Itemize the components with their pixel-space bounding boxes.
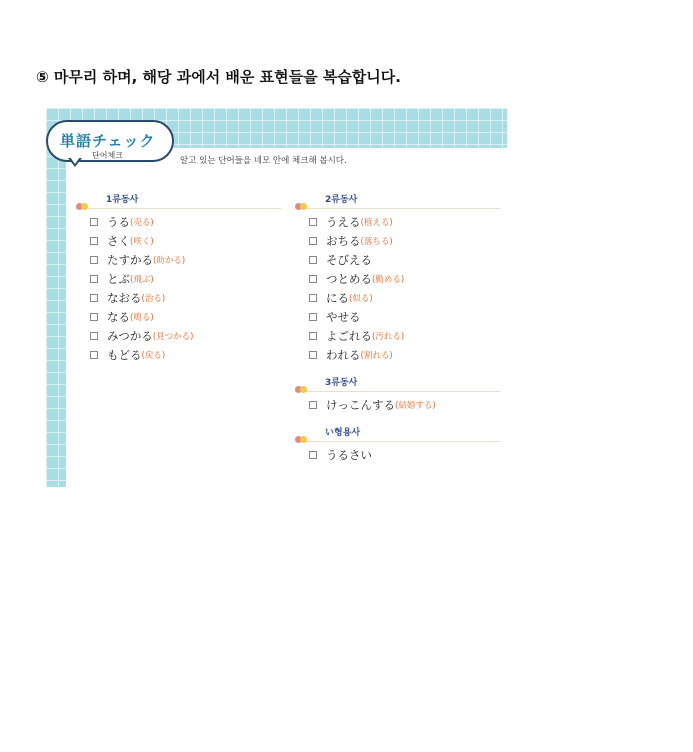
section-verb-group-1 [76,192,281,364]
checkbox[interactable] [309,332,317,340]
word-item [309,326,500,345]
dots-icon [295,195,305,214]
kanji-text: (咲く) [130,236,154,247]
checkbox[interactable] [309,294,317,302]
word-text: もどる [107,347,142,362]
word-item [90,212,281,231]
word-item [90,231,281,250]
checkbox[interactable] [309,351,317,359]
word-item [309,250,500,269]
section-label: 3류동사 [325,378,358,388]
kanji-text: (植える) [360,217,393,228]
word-text: おちる [326,233,361,248]
word-item [90,326,281,345]
kanji-text: (戻る) [141,350,166,361]
word-text: われる [326,347,361,362]
word-item [90,345,281,364]
checkbox[interactable] [309,451,317,459]
checkbox[interactable] [90,256,98,264]
kanji-text: (治る) [141,293,166,304]
word-check-panel [46,108,507,487]
word-text: やせる [326,309,361,324]
section-header [295,375,500,392]
word-item [309,231,500,250]
section-verb-group-3 [295,375,500,414]
section-header [76,192,281,209]
word-text: そびえる [326,252,372,267]
word-item [90,288,281,307]
word-item [90,250,281,269]
word-text: とぶ [107,271,130,286]
kanji-text: (勤める) [372,274,405,285]
word-item [90,269,281,288]
word-text: つとめる [326,271,372,286]
kanji-text: (飛ぶ) [130,274,154,285]
section-i-adjective [295,425,500,464]
kanji-text: (似る) [349,293,373,304]
bubble-tail-inner [70,157,80,164]
word-text: なおる [107,290,142,305]
checkbox[interactable] [90,237,98,245]
checkbox[interactable] [90,294,98,302]
word-text: よごれる [326,328,372,343]
word-text: うえる [326,214,361,229]
checkbox[interactable] [309,218,317,226]
section-label: 2류동사 [325,195,358,205]
panel-title: 単語チェック [60,132,156,150]
section-verb-group-2 [295,192,500,364]
kanji-text: (売る) [130,217,154,228]
kanji-text: (落ちる) [360,236,393,247]
word-text: にる [326,290,349,305]
checkbox[interactable] [90,275,98,283]
word-item [309,288,500,307]
panel-description: 알고 있는 단어들을 네모 안에 체크해 봅시다. [180,156,347,166]
checkbox[interactable] [90,313,98,321]
panel-subtitle: 단어체크 [92,151,123,160]
word-item [309,345,500,364]
kanji-text: (鳴る) [130,312,154,323]
kanji-text: (結婚する) [395,400,436,411]
dots-icon [295,428,305,447]
word-text: けっこんする [326,397,395,412]
checkbox[interactable] [90,332,98,340]
kanji-text: (汚れる) [372,331,405,342]
checkbox[interactable] [309,401,317,409]
grid-band-left [46,108,66,487]
instruction-text: ⑤ 마무리 하며, 해당 과에서 배운 표현들을 복습합니다. [36,68,401,86]
dots-icon [76,195,86,214]
word-text: なる [107,309,130,324]
kanji-text: (見つかる) [152,331,194,342]
kanji-text: (割れる) [360,350,393,361]
word-text: うるさい [326,447,372,462]
dots-icon [295,378,305,397]
word-text: みつかる [107,328,153,343]
checkbox[interactable] [309,256,317,264]
checkbox[interactable] [90,351,98,359]
section-label: い형용사 [325,428,361,438]
word-text: さく [107,233,130,248]
word-item [309,395,500,414]
word-text: うる [107,214,130,229]
checkbox[interactable] [90,218,98,226]
word-item [90,307,281,326]
section-label: 1류동사 [106,195,139,205]
word-item [309,307,500,326]
word-item [309,445,500,464]
checkbox[interactable] [309,275,317,283]
word-text: たすかる [107,252,153,267]
section-header [295,425,500,442]
checkbox[interactable] [309,313,317,321]
kanji-text: (助かる) [153,255,186,266]
section-header [295,192,500,209]
checkbox[interactable] [309,237,317,245]
word-item [309,212,500,231]
word-item [309,269,500,288]
